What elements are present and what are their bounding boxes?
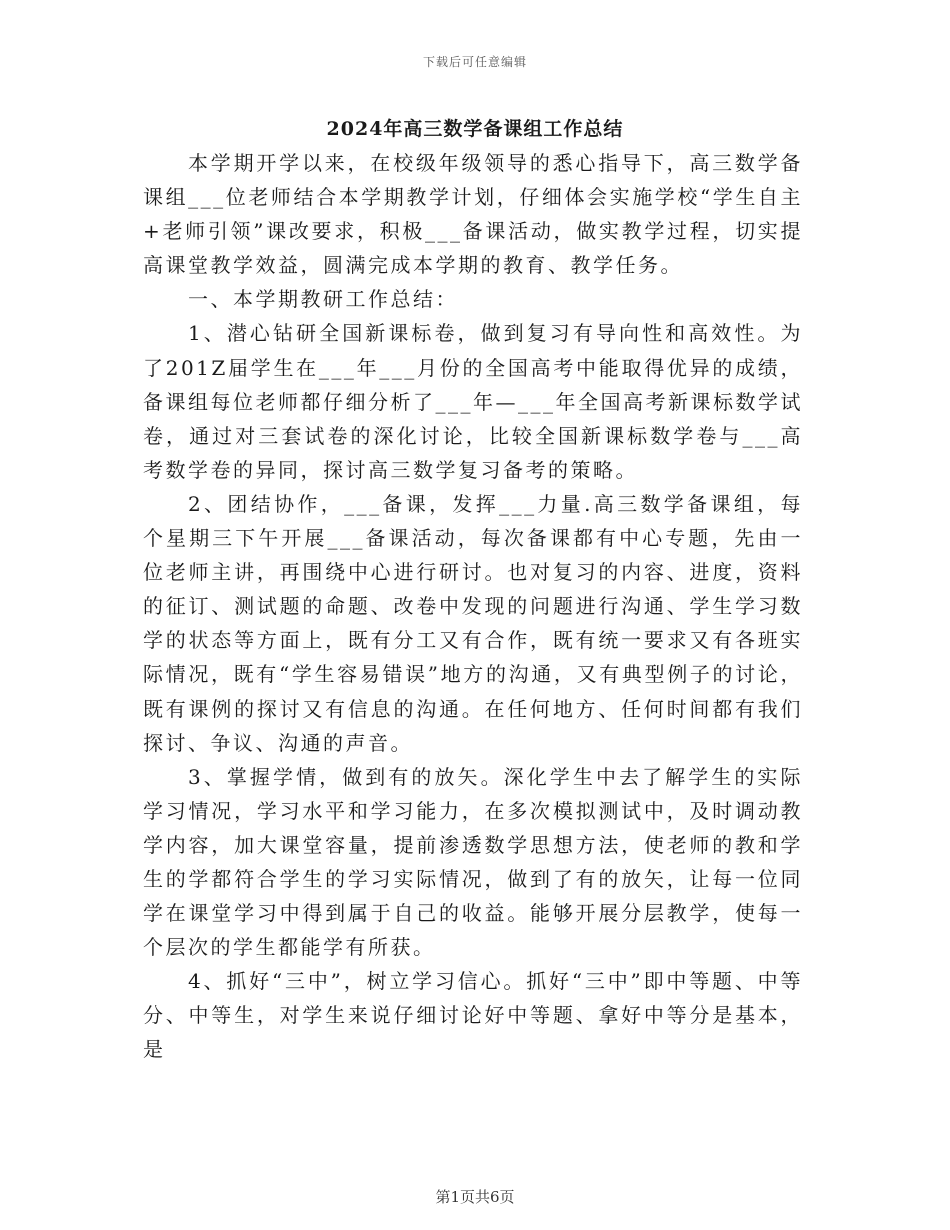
document-body bbox=[143, 146, 803, 1067]
paragraph-item-3: 3、掌握学情，做到有的放矢。深化学生中去了解学生的实际学习情况，学习水平和学习能力，在多次模拟测试中，及时调动教学内容，加大课堂容量，提前渗透数学思想方法，使老师的教和学生的学都符合学生的学习实际情况，做到了有的放矢，让每一位同学在课堂学习中得到属于自己的收益。能够开展分层教学，使每一个层次的学生都能学有所获。 bbox=[143, 764, 803, 960]
paragraph-item-2: 2、团结协作，___备课，发挥___力量.高三数学备课组，每个星期三下午开展___备课活动，每次备课都有中心专题，先由一位老师主讲，再围绕中心进行研讨。也对复习的内容、进度，资料的征订、测试题的命题、改卷中发现的问题进行沟通、学生学习数学的状态等方面上，既有分工又有合作，既有统一要求又有各班实际情况，既有“学生容易错误”地方的沟通，又有典型例子的讨论，既有课例的探讨又有信息的沟通。在任何地方、任何时间都有我们探讨、争议、沟通的声音。 bbox=[143, 491, 803, 755]
page-header-note: 下载后可任意编辑 bbox=[422, 55, 527, 69]
document-title: 2024年高三数学备课组工作总结 bbox=[326, 118, 624, 140]
page-number-footer: 第1页共6页 bbox=[435, 1188, 515, 1206]
paragraph-item-4: 4、抓好“三中”，树立学习信心。抓好“三中”即中等题、中等分、中等生，对学生来说仔细讨论好中等题、拿好中等分是基本，是 bbox=[143, 969, 803, 1062]
section-heading: 一、本学期教研工作总结： bbox=[188, 287, 458, 312]
paragraph-item-1: 1、潜心钻研全国新课标卷，做到复习有导向性和高效性。为了201Z届学生在___年___月份的全国高考中能取得优异的成绩，备课组每位老师都仔细分析了___年—___年全国高考新课标数学试卷，通过对三套试卷的深化讨论，比较全国新课标数学卷与___高考数学卷的异同，探讨高三数学复习备考的策略。 bbox=[143, 321, 803, 482]
paragraph-intro: 本学期开学以来，在校级年级领导的悉心指导下，高三数学备课组___位老师结合本学期教学计划，仔细体会实施学校“学生自主+老师引领”课改要求，积极___备课活动，做实教学过程，切实提高课堂教学效益，圆满完成本学期的教育、教学任务。 bbox=[143, 151, 803, 278]
